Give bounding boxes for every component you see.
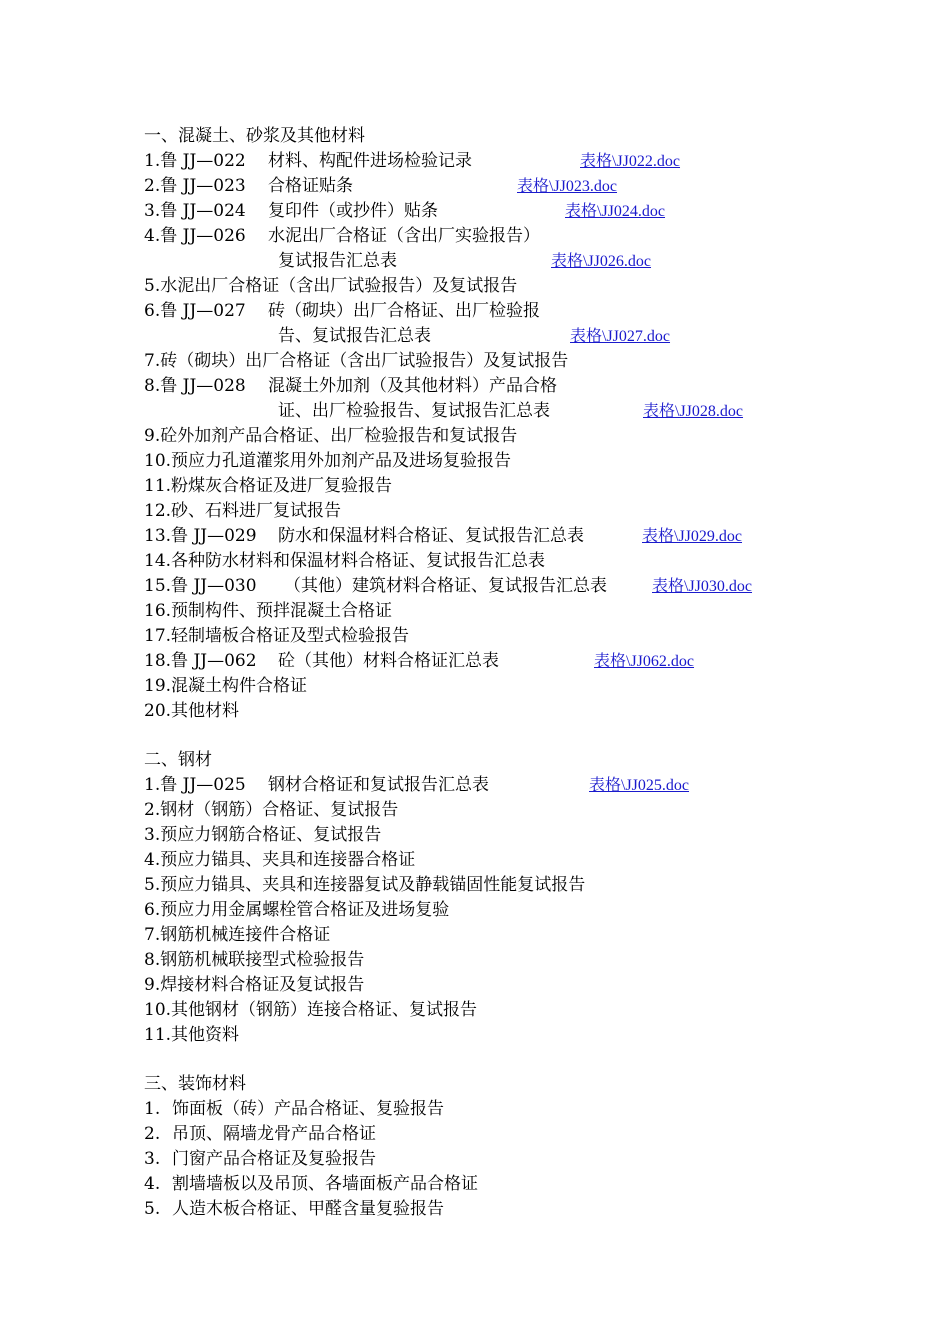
section1-heading: 一、混凝土、砂浆及其他材料 <box>144 126 365 146</box>
doc-link-jj027[interactable]: 表格\JJ027.doc <box>570 328 671 345</box>
doc-link-jj025[interactable]: 表格\JJ025.doc <box>589 777 690 794</box>
doc-link-jj024[interactable]: 表格\JJ024.doc <box>565 203 666 220</box>
doc-link-jj030[interactable]: 表格\JJ030.doc <box>652 578 753 595</box>
doc-link-jj029[interactable]: 表格\JJ029.doc <box>642 528 743 545</box>
doc-link-jj023[interactable]: 表格\JJ023.doc <box>517 178 618 195</box>
doc-link-jj026[interactable]: 表格\JJ026.doc <box>551 253 652 270</box>
section3-heading: 三、装饰材料 <box>144 1074 246 1094</box>
doc-link-jj062[interactable]: 表格\JJ062.doc <box>594 653 695 670</box>
doc-link-jj028[interactable]: 表格\JJ028.doc <box>643 403 744 420</box>
document-page: 一、混凝土、砂浆及其他材料 1.鲁 JJ—022 材料、构配件进场检验记录 表格\JJ022.doc 2.鲁 JJ—023 合格证贴条 表格\JJ023.doc 3.鲁 JJ—024 复印件（或抄件）贴条 表格\JJ024.doc 4.鲁 JJ—026 水泥出厂合格证（含出厂实验报告） 复试报告汇总表 表格\JJ026.doc 5.水泥出厂合格证（含出厂试验报告）及复试报告 6.鲁 JJ—027 砖（砌块）出厂合格证、出厂检验报 告、复试报告汇总表 表格\JJ027.doc 7.砖（砌块）出厂合格证（含出厂试验报告）及复试报告 8.鲁 JJ—028 混凝土外加剂（及其他材料）产品合格 证、出厂检验报告、复试报告汇总表 表格\JJ028.doc 9.砼外加剂产品合格证、出厂检验报告和复试报告 10.预应力孔道灌浆用外加剂产品及进场复验报告 11.粉煤灰合格证及进厂复验报告 12.砂、石料进厂复试报告 13.鲁 JJ—029 防水和保温材料合格证、复试报告汇总表 表格\JJ029.doc 14.各种防水材料和保温材料合格证、复试报告汇总表 15.鲁 JJ—030 （其他）建筑材料合格证、复试报告汇总表 表格\JJ030.doc 16.预制构件、预拌混凝土合格证 17.轻制墙板合格证及型式检验报告 18.鲁 JJ—062 砼（其他）材料合格证汇总表 表格\JJ062.doc 19.混凝土构件合格证 20.其他材料 二、钢材 1.鲁 JJ—025 钢材合格证和复试报告汇总表 表格\JJ025.doc 2.钢材（钢筋）合格证、复试报告 3.预应力钢筋合格证、复试报告 4.预应力锚具、夹具和连接器合格证 5.预应力锚具、夹具和连接器复试及静载锚固性能复试报告 6.预应力用金属螺栓管合格证及进场复验 7.钢筋机械连接件合格证 8.钢筋机械联接型式检验报告 9.焊接材料合格证及复试报告 10.其他钢材（钢筋）连接合格证、复试报告 11.其他资料 三、装饰材料 1. 饰面板（砖）产品合格证、复验报告 2. 吊顶、隔墙龙骨产品合格证 3. 门窗产品合格证及复验报告 4. 割墙墙板以及吊顶、各墙面板产品合格证 5. 人造木板合格证、甲醛含量复验报告 <box>144 126 753 1219</box>
section2-heading: 二、钢材 <box>144 750 212 770</box>
doc-link-jj022[interactable]: 表格\JJ022.doc <box>580 153 681 170</box>
